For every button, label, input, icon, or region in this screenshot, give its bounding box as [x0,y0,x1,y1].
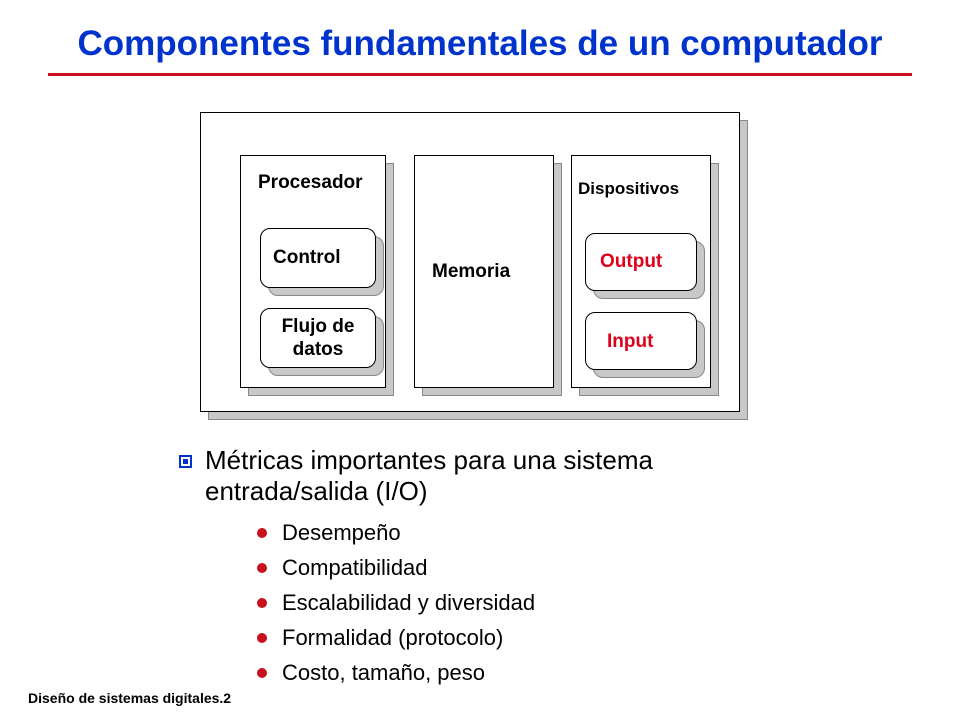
sub-bullet-item [205,655,765,690]
dot-bullet-icon [257,598,267,608]
dot-bullet-icon [257,633,267,643]
output-label: Output [600,251,663,272]
sub-bullet-text: Formalidad (protocolo) [282,625,504,650]
sub-bullet-item [205,550,765,585]
devices-label: Dispositivos [578,179,680,198]
datapath-label-line2: datos [292,339,344,360]
slide-title: Componentes fundamentales de un computador [77,24,883,63]
main-bullet-line1: Métricas importantes para una sistema [205,445,653,475]
main-bullet-line2: entrada/salida (I/O) [205,476,428,506]
main-bullet [176,445,765,690]
dot-bullet-icon [257,528,267,538]
dot-bullet-icon [257,563,267,573]
datapath-label-line1: Flujo de [281,316,355,337]
bullet-list [176,445,765,690]
dot-bullet-icon [257,668,267,678]
sub-bullet-text: Costo, tamaño, peso [282,660,486,685]
slide-footer: Diseño de sistemas digitales.2 [28,690,232,706]
title-underline [48,73,912,76]
sub-bullet-item [205,585,765,620]
sub-bullet-text: Desempeño [282,520,401,545]
sub-bullet-item [205,515,765,550]
processor-label: Procesador [258,172,363,193]
sub-bullet-text: Compatibilidad [282,555,428,580]
sub-bullet-item [205,620,765,655]
memory-label: Memoria [432,261,511,282]
square-bullet-icon [179,455,192,468]
sub-bullet-text: Escalabilidad y diversidad [282,590,536,615]
sub-bullet-list [205,515,765,690]
control-label: Control [273,247,341,268]
input-label: Input [607,331,654,352]
